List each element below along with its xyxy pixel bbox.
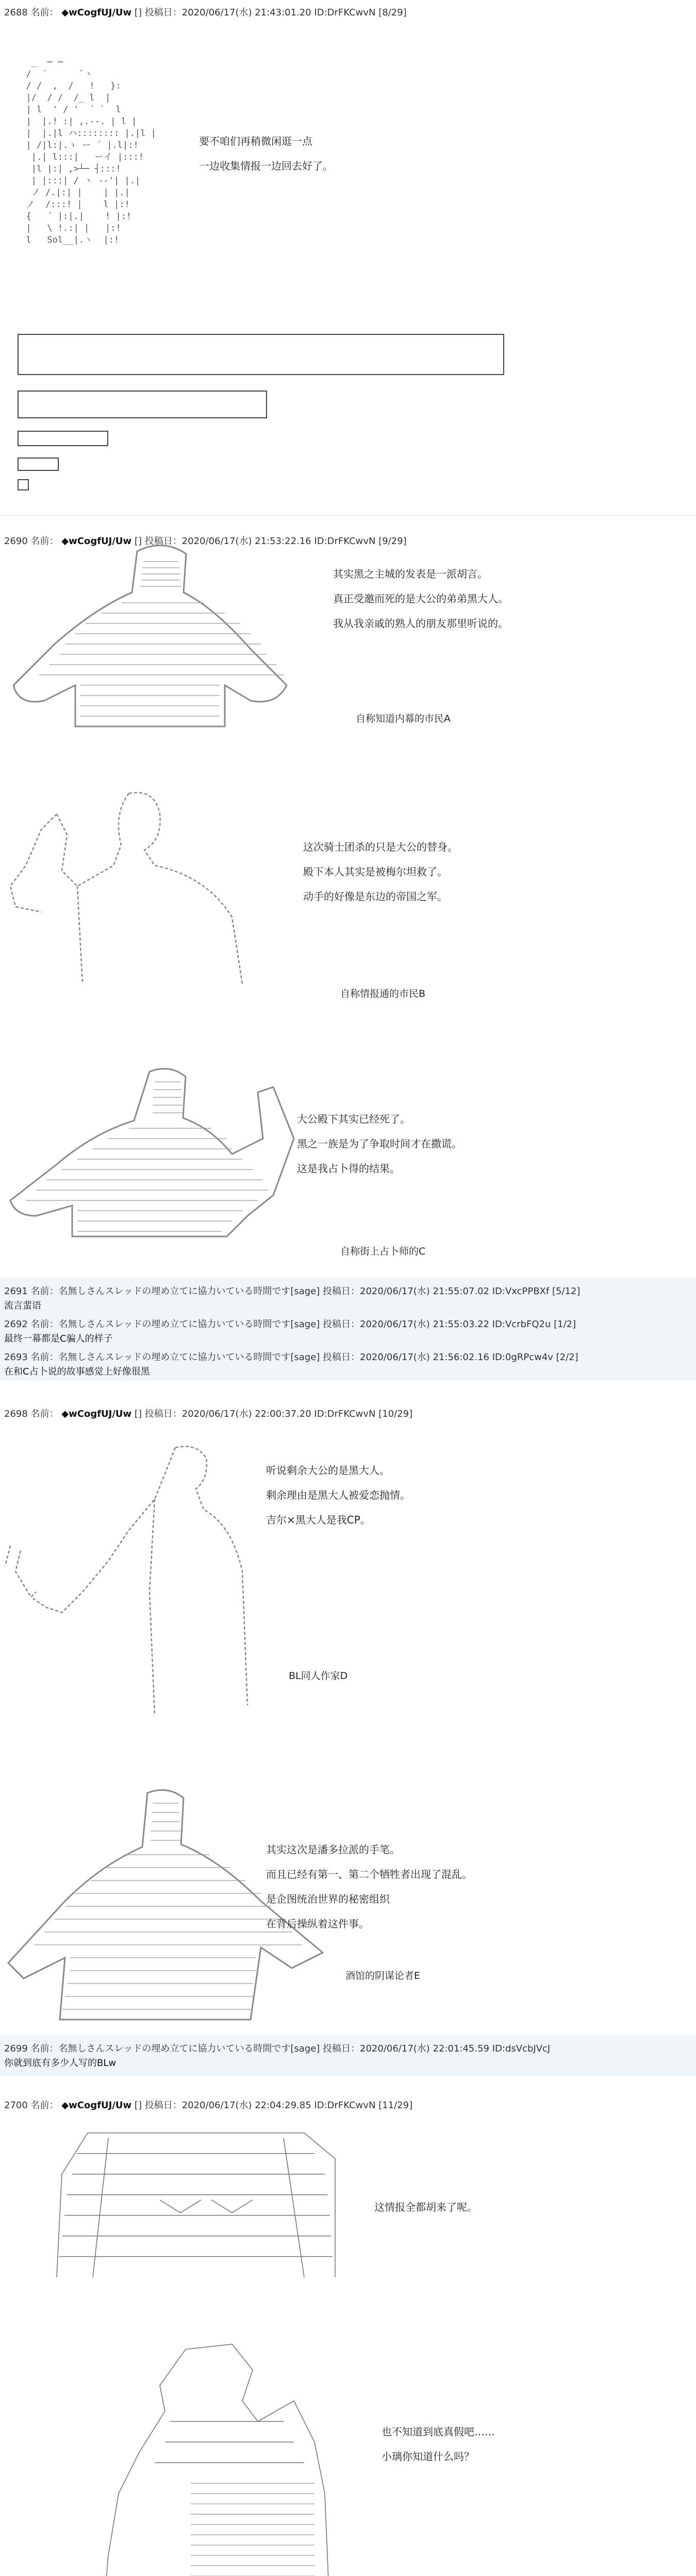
dialog-line: 殿下本人其实是被梅尔坦救了。 [303, 866, 448, 878]
dialog-line: 听说剩余大公的是黑大人。 [266, 1464, 390, 1477]
dialog-line: 吉尔×黑大人是我CP。 [266, 1514, 371, 1526]
post-date: 投稿日：2020/06/17(水) 21:43:01.20 ID:DrFKCwvN [8/29] [144, 7, 407, 18]
post-number[interactable]: 2688 [4, 7, 28, 18]
name-label: 名前： [30, 2100, 59, 2111]
post-number[interactable]: 2690 [4, 536, 28, 547]
ascii-art-figure-b [0, 783, 268, 989]
speaker-caption-b: 自称情报通的市民B [340, 988, 426, 999]
divider [0, 515, 696, 516]
reply-body: 在和C占卜说的故事感觉上好像很黑 [4, 1366, 150, 1377]
dialog-line: 要不咱们再稍微闲逛一点 [199, 135, 312, 147]
text-box-smaller [18, 457, 59, 471]
ascii-art-figure-d [0, 1437, 258, 1726]
ascii-art-figure-f [46, 2123, 366, 2287]
dialog-line: 这情报全都胡来了呢。 [374, 2201, 477, 2213]
speaker-caption-d: BL同人作家D [289, 1670, 348, 1682]
reply-header[interactable]: 2699 名前：名無しさんスレッドの埋め立てに協力いている時間です[sage] 投稿日：2020/06/17(水) 22:01:45.59 ID:dsVcbJVcJ [4, 2043, 551, 2054]
dialog-line: 其实黑之主城的发表是一派胡言。 [333, 568, 488, 580]
dialog-line: 这次骑士团杀的只是大公的替身。 [303, 841, 458, 853]
dialog-line: 我从我亲戚的熟人的朋友那里听说的。 [333, 617, 508, 630]
mail-field: [] [134, 7, 142, 18]
dialog-block [199, 129, 333, 178]
post-header [4, 1406, 412, 1420]
reply-header[interactable]: 2691 名前：名無しさんスレッドの埋め立てに協力いている時間です[sage] 投稿日：2020/06/17(水) 21:55:07.02 ID:VxcPPBXf [5/12] [4, 1286, 581, 1297]
post-date: 投稿日：2020/06/17(水) 22:00:37.20 ID:DrFKCwvN [10/29] [144, 1409, 413, 1419]
reply-body: 最终一幕都是C骗人的样子 [4, 1333, 113, 1344]
poster-name: ◆wCogfUJ/Uw [61, 2100, 132, 2111]
dialog-line: 动手的好像是东边的帝国之军。 [303, 890, 448, 903]
speaker-caption-a: 自称知道内幕的市民A [356, 713, 451, 724]
text-box-small [18, 431, 108, 446]
dialog-line: 是企图统治世界的秘密组织 [266, 1893, 390, 1905]
dialog-line: 真正受邀而死的是大公的弟弟黑大人。 [333, 592, 508, 605]
dialog-line: 而且已经有第一、第二个牺牲者出现了混乱。 [266, 1868, 472, 1880]
dialog-line: 黑之一族是为了争取时间才在撒谎。 [297, 1138, 462, 1150]
mail-field: [] [134, 2100, 142, 2111]
reply-header[interactable]: 2693 名前：名無しさんスレッドの埋め立てに協力いている時間です[sage] 投稿日：2020/06/17(水) 21:56:02.16 ID:0gRPcw4v [2/2] [4, 1352, 578, 1363]
text-box-large [18, 334, 504, 375]
reply-header[interactable]: 2692 名前：名無しさんスレッドの埋め立てに協力いている時間です[sage] 投稿日：2020/06/17(水) 21:55:03.22 ID:VcrbFQ2u [1/2] [4, 1319, 576, 1330]
mail-field: [] [134, 536, 142, 547]
dialog-block-f [374, 2195, 477, 2219]
ascii-art-figure-a [8, 531, 297, 726]
post-date: 投稿日：2020/06/17(水) 22:04:29.85 ID:DrFKCwvN [11/29] [144, 2100, 413, 2111]
speaker-caption-e: 酒馆的阴谋论者E [345, 1970, 421, 1981]
dialog-line: 一边收集情报一边回去好了。 [199, 160, 333, 172]
reply-band [0, 1278, 696, 1381]
dialog-line: 这是我占卜得的结果。 [297, 1162, 400, 1175]
reply-band [0, 2035, 696, 2076]
post-header [4, 5, 407, 19]
dialog-block-b [303, 835, 458, 909]
post-header [4, 2098, 412, 2111]
dialog-block-a [333, 562, 508, 636]
poster-name: ◆wCogfUJ/Uw [61, 1409, 132, 1419]
dialog-line: 也不知道到底真假吧…… [382, 2426, 495, 2438]
text-box-medium [18, 391, 267, 418]
dialog-block-e [266, 1837, 472, 1936]
dialog-block-d [266, 1458, 410, 1532]
dialog-block-c [297, 1107, 462, 1181]
dialog-line: 其实这次是潘多拉派的手笔。 [266, 1843, 400, 1856]
ascii-art-figure-g [88, 2339, 366, 2576]
dialog-line: 小璃你知道什么吗？ [382, 2450, 474, 2463]
text-box-tiny [18, 479, 29, 490]
ascii-art-figure-c [5, 1061, 325, 1247]
dialog-block-g [382, 2419, 495, 2469]
name-label: 名前： [30, 536, 59, 547]
post-number[interactable]: 2698 [4, 1409, 28, 1419]
poster-name: ◆wCogfUJ/Uw [61, 7, 132, 18]
dialog-line: 大公殿下其实已经死了。 [297, 1113, 410, 1125]
ascii-art-character: _ ─ ─ / ´ `ヽ / / , / ! }: |/ / / /_ l | | l ' / ' ´ ` l | |.! :| ,.--. | l | | |.|l ハ:::::::: |.|l | | /|l:|.ゝ ー ´ |.l|:! |.| l:::| ーイ |:::! |l |:| ,>┴─ ┤:::! | |:::| / ヽ -‐'| |.| ノ /.|:| | | |.| ノ /:::! | l |:! { ´ |:|.| ! |:! | \ !.:| | |:! l Sol__|.ヽ |:! [26, 57, 156, 245]
reply-body: 你就到底有多少人写的BLw [4, 2058, 117, 2069]
speaker-caption-c: 自称街上占卜师的C [340, 1246, 426, 1257]
reply-body: 流言蜚语 [4, 1300, 41, 1311]
dialog-line: 在背后操纵着这件事。 [266, 1918, 369, 1930]
poster-name: ◆wCogfUJ/Uw [61, 536, 132, 547]
name-label: 名前： [30, 7, 59, 18]
post-date: 投稿日：2020/06/17(水) 21:53:22.16 ID:DrFKCwvN [9/29] [144, 536, 407, 547]
mail-field: [] [134, 1409, 142, 1419]
dialog-line: 剩余理由是黑大人被爱恋抛情。 [266, 1489, 410, 1501]
name-label: 名前： [30, 1409, 59, 1419]
post-number[interactable]: 2700 [4, 2100, 28, 2111]
